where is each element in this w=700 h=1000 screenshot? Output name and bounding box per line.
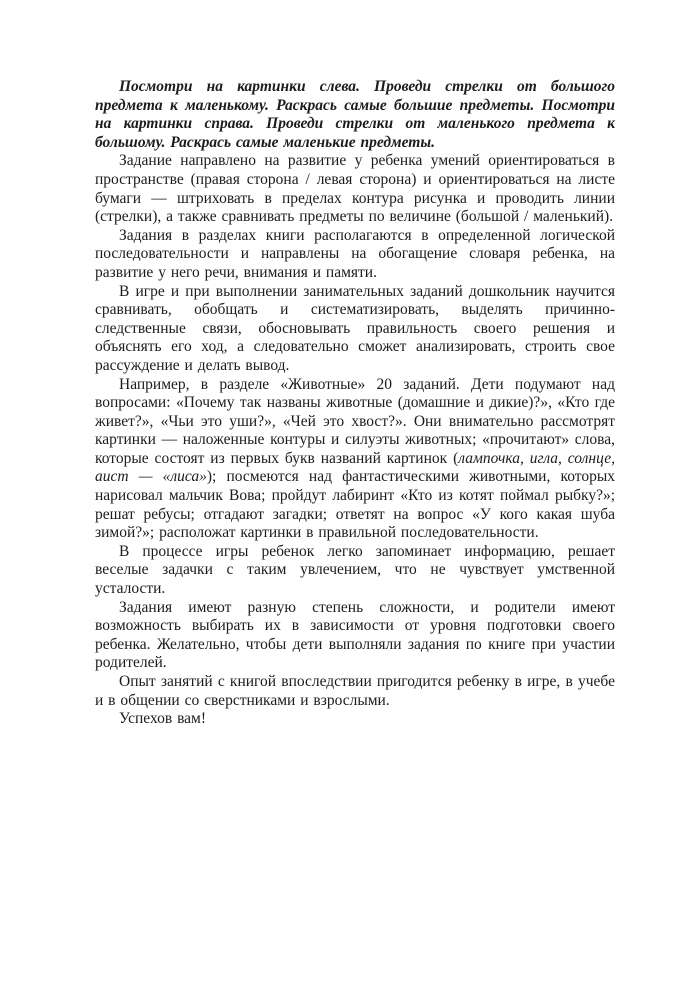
text-run: Посмотри на картинки слева. Проведи стрелки от большого предмета к маленькому. Раскрась самые большие предметы. Посмотри на картинки справа. Проведи стрелки от маленького предмета к большому. Раскрась самые маленькие предметы. — [95, 78, 615, 151]
paragraph — [95, 710, 615, 729]
paragraph — [95, 673, 615, 710]
paragraph — [95, 543, 615, 599]
paragraph — [95, 152, 615, 226]
text-block — [95, 78, 615, 729]
text-run: В игре и при выполнении занимательных заданий дошкольник научится сравнивать, обобщать и систематизировать, выделять причинно-следственные связи, обосновывать правильность своего решения и объяснять его ход, а следовательно сможет анализировать, строить свое рассуждение и делать вывод. — [95, 282, 615, 374]
text-run: Успехов вам! — [119, 710, 207, 728]
paragraph — [95, 283, 615, 376]
paragraph — [95, 599, 615, 673]
text-run: Задания в разделах книги располагаются в определенной логической последовательности и направлены на обогащение словаря ребенка, на развитие у него речи, внимания и памяти. — [95, 226, 615, 281]
text-run: Задание направлено на развитие у ребенка умений ориентироваться в пространстве (правая сторона / левая сторона) и ориентироваться на листе бумаги — штриховать в пределах контура рисунка и проводить линии (стрелки), а также сравнивать предметы по величине (большой / маленький). — [95, 152, 615, 226]
text-run: Например, в разделе «Животные» 20 заданий. Дети подумают над вопросами: «Почему так названы животные (домашние и дикие)?», «Кто где живет?», «Чьи это уши?», «Чей это хвост?». Они внимательно рассмотрят картинки — наложенные контуры и силуэты животных; «прочитают» слова, которые состоят из первых букв названий картинок ( — [95, 375, 615, 467]
paragraph — [95, 227, 615, 283]
text-run: В процессе игры ребенок легко запоминает информацию, решает веселые задачки с таким увлечением, что не чувствует умственной усталости. — [95, 542, 615, 598]
text-run: лампочка, игла, солнце, аист — «лиса» — [95, 449, 615, 486]
text-run: Опыт занятий с книгой впоследствии пригодится ребенку в игре, в учебе и в общении со сверстниками и взрослыми. — [95, 673, 615, 709]
text-run: Задания имеют разную степень сложности, и родители имеют возможность выбирать их в зависимости от уровня подготовки своего ребенка. Желательно, чтобы дети выполняли задания по книге при участии родителей. — [95, 598, 615, 672]
paragraph — [95, 376, 615, 543]
text-run: ); посмеются над фантастическими животными, которых нарисовал мальчик Вова; пройдут лабиринт «Кто из котят поймал рыбку?»; решат ребусы; отгадают загадки; ответят на вопрос «У кого какая шуба зимой?»; расположат картинки в правильной последовательности. — [95, 468, 616, 542]
paragraph — [95, 78, 615, 152]
